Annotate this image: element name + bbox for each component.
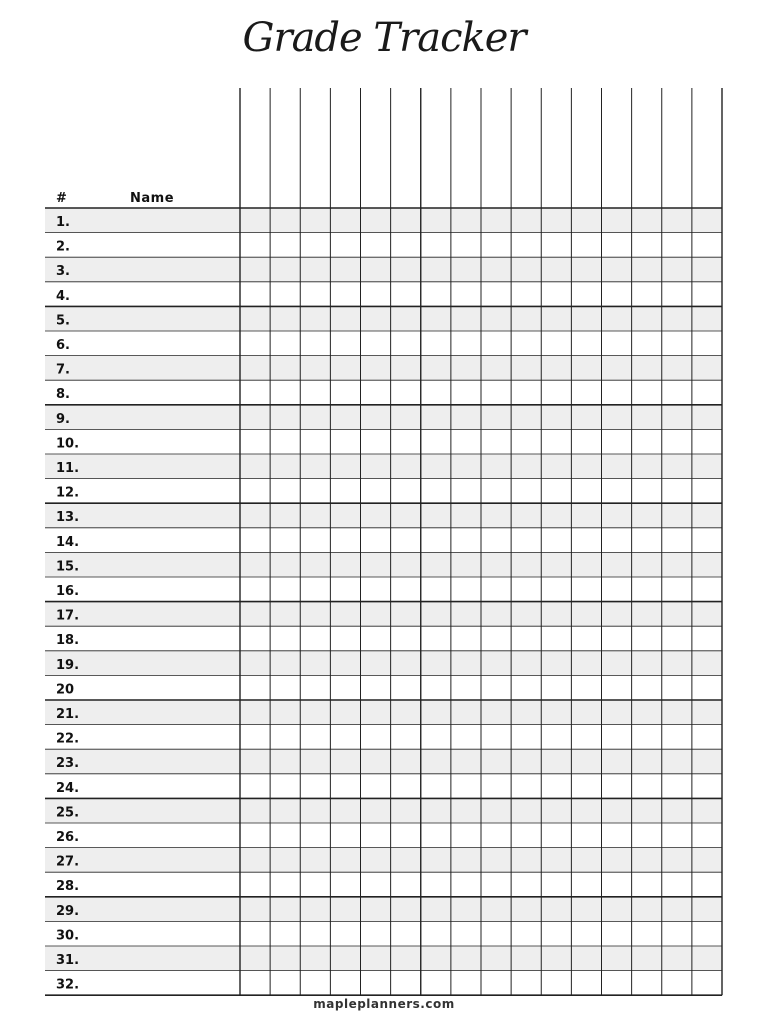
- row-number: 17.: [56, 608, 80, 624]
- row-number: 22.: [56, 731, 80, 747]
- row-number: 23.: [56, 756, 80, 772]
- row-number: 5.: [56, 313, 70, 329]
- row-number: 14.: [56, 534, 80, 550]
- row-number: 30.: [56, 928, 80, 944]
- number-column-header: #: [56, 191, 67, 206]
- page-title: Grade Tracker: [242, 15, 526, 61]
- row-number: 25.: [56, 805, 80, 821]
- row-shade: [45, 208, 722, 233]
- row-shade: [45, 503, 722, 528]
- row-number: 19.: [56, 657, 80, 673]
- row-shade: [45, 700, 722, 725]
- row-number: 12.: [56, 485, 80, 501]
- row-number: 20: [56, 682, 75, 698]
- row-number: 1.: [56, 215, 70, 230]
- row-number: 8.: [56, 387, 70, 403]
- row-number: 2.: [56, 239, 70, 255]
- row-number: 28.: [56, 879, 80, 895]
- row-shade: [45, 602, 722, 627]
- row-shade: [45, 552, 722, 577]
- row-number: 21.: [56, 707, 80, 722]
- row-number: 26.: [56, 830, 80, 845]
- row-number: 31.: [56, 953, 80, 968]
- row-shade: [45, 749, 722, 774]
- row-number: 16.: [56, 584, 80, 599]
- row-number: 10.: [56, 436, 80, 452]
- row-shade: [45, 405, 722, 430]
- row-number: 29.: [56, 903, 80, 919]
- row-number: 32.: [56, 977, 80, 993]
- row-number: 18.: [56, 633, 80, 649]
- row-number: 7.: [56, 362, 70, 378]
- row-shade: [45, 306, 722, 331]
- row-number: 24.: [56, 780, 80, 796]
- row-number: 4.: [56, 288, 70, 304]
- row-number: 15.: [56, 559, 80, 575]
- row-shade: [45, 848, 722, 873]
- row-number: 13.: [56, 510, 80, 526]
- row-number: 27.: [56, 854, 80, 870]
- row-shade: [45, 798, 722, 823]
- row-shade: [45, 651, 722, 676]
- row-shade: [45, 454, 722, 479]
- row-number: 3.: [56, 264, 70, 280]
- footer-website: mapleplanners.com: [313, 997, 455, 1011]
- row-number: 11.: [56, 461, 80, 476]
- row-shade: [45, 356, 722, 381]
- row-number: 6.: [56, 338, 70, 353]
- name-column-header: Name: [130, 191, 175, 206]
- row-shade: [45, 897, 722, 922]
- row-shade: [45, 257, 722, 282]
- row-number: 9.: [56, 411, 70, 427]
- row-shade: [45, 946, 722, 971]
